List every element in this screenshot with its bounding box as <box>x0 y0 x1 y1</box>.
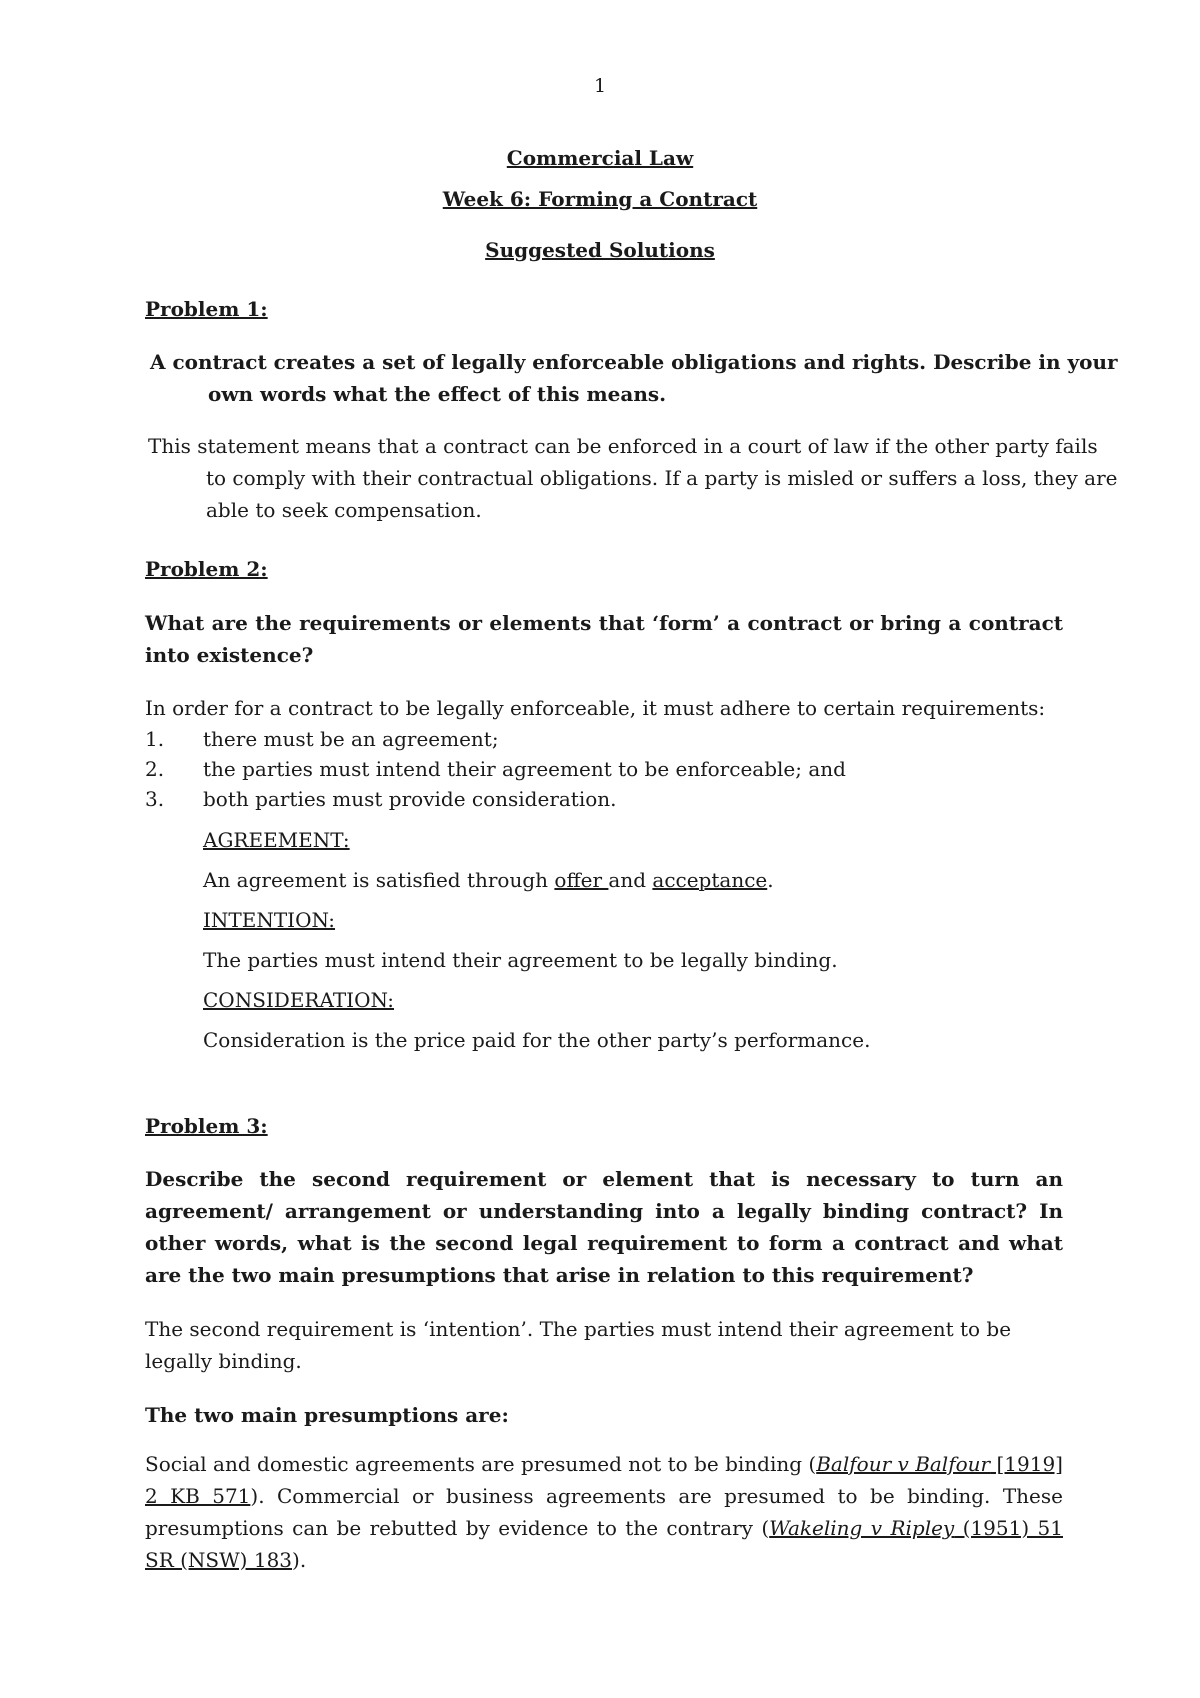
problem-2-heading: Problem 2: <box>145 557 268 581</box>
consideration-text: Consideration is the price paid for the other party’s performance. <box>203 1028 871 1052</box>
document-subtitle: Suggested Solutions <box>485 238 715 262</box>
problem-3-heading: Problem 3: <box>145 1114 268 1138</box>
case-citation-balfour: Balfour v Balfour [1919] 2 KB 571 <box>145 1452 1063 1508</box>
problem-3-question: Describe the second requirement or element that is necessary to turn an agreement/ arrangement or understanding into a legally binding contract? In other words, what is the second legal requirement to form a contract and what are the two main presumptions that arise in relation to this requirement? <box>145 1167 1063 1287</box>
list-item: 2. the parties must intend their agreement to be enforceable; and <box>145 757 846 781</box>
intention-text: The parties must intend their agreement to be legally binding. <box>203 948 838 972</box>
agreement-label: AGREEMENT: <box>203 828 350 852</box>
presumptions-text: Social and domestic agreements are presumed not to be binding (Balfour v Balfour [1919] 2 KB 571). Commercial or business agreements are presumed to be binding. These presumptions can be rebutted by evidence to the contrary (Wakeling v Ripley (1951) 51 SR (NSW) 183). <box>145 1452 1063 1572</box>
problem-3-answer: The second requirement is ‘intention’. The parties must intend their agreement to be legally binding. <box>145 1317 1012 1373</box>
presumptions-heading: The two main presumptions are: <box>145 1403 509 1427</box>
intention-label: INTENTION: <box>203 908 336 932</box>
consideration-label: CONSIDERATION: <box>203 988 395 1012</box>
course-title: Commercial Law <box>506 146 694 170</box>
case-citation-wakeling: Wakeling v Ripley (1951) 51 SR (NSW) 183 <box>145 1516 1063 1572</box>
agreement-text: An agreement is satisfied through offer and acceptance. <box>203 868 774 892</box>
list-item: 1. there must be an agreement; <box>145 727 499 751</box>
page-number: 1 <box>593 75 607 97</box>
problem-1-heading: Problem 1: <box>145 297 268 321</box>
problem-2-question: What are the requirements or elements that ‘form’ a contract or bring a contract into existence? <box>145 611 1063 667</box>
week-title: Week 6: Forming a Contract <box>442 187 758 211</box>
problem-1-answer: This statement means that a contract can be enforced in a court of law if the other party fails to comply with their contractual obligations. If a party is misled or suffers a loss, they are able to seek compensation. <box>148 434 1118 522</box>
problem-2-intro: In order for a contract to be legally enforceable, it must adhere to certain requirements: <box>145 696 1046 720</box>
problem-1-question: A contract creates a set of legally enforceable obligations and rights. Describe in your own words what the effect of this means. <box>150 350 1118 406</box>
list-item: 3. both parties must provide consideration. <box>145 787 617 811</box>
